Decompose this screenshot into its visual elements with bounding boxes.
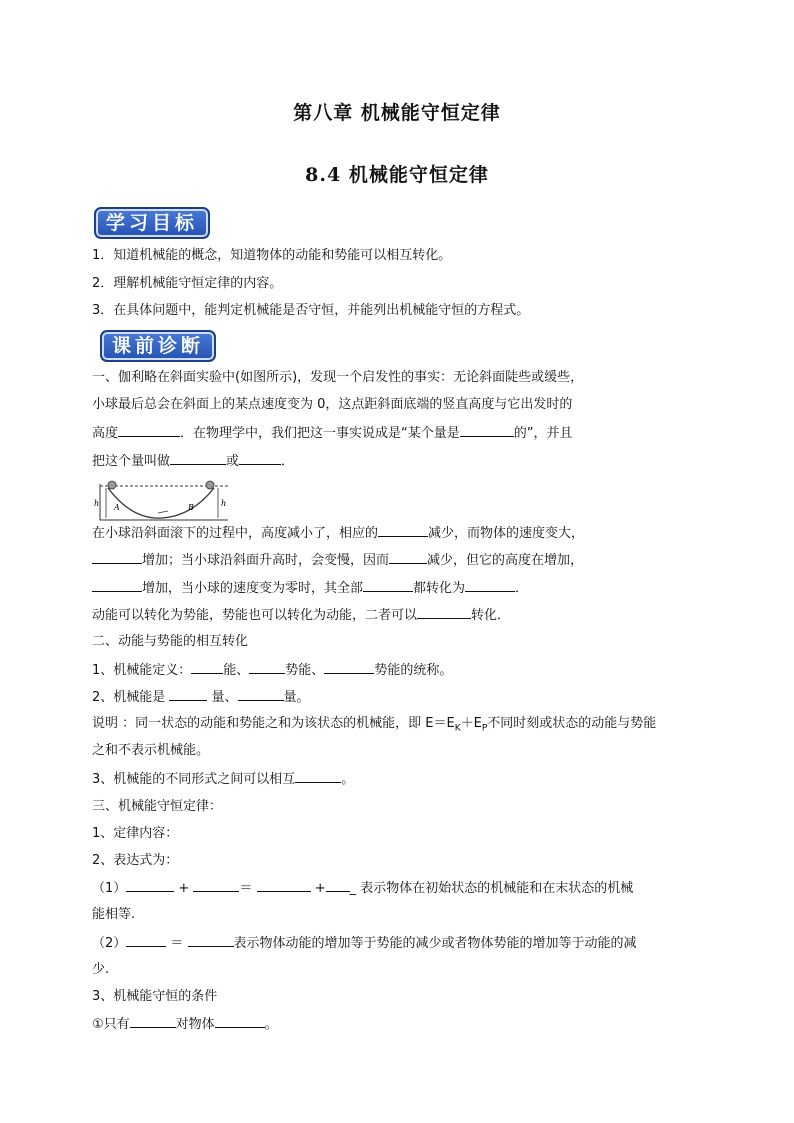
blank[interactable] xyxy=(118,424,180,437)
subscript-k: K xyxy=(454,723,461,734)
blank[interactable] xyxy=(249,661,285,674)
blank[interactable] xyxy=(188,934,234,947)
text: 转化． xyxy=(471,608,511,623)
text: 势能、 xyxy=(285,663,325,678)
note-line-1 xyxy=(92,715,704,738)
blank[interactable] xyxy=(170,452,226,465)
text: 高度 xyxy=(92,426,119,441)
text: 3、机械能的不同形式之间可以相互 xyxy=(92,772,296,787)
objective-1: 1．知道机械能的概念，知道物体的动能和势能可以相互转化。 xyxy=(92,248,452,263)
blank[interactable] xyxy=(326,879,350,892)
blank[interactable] xyxy=(363,579,413,592)
incline-curve xyxy=(108,488,214,518)
text: 1、机械能定义： xyxy=(92,663,192,678)
text: 量。 xyxy=(283,690,310,705)
blank[interactable] xyxy=(389,551,427,564)
text: 都转化为 xyxy=(413,581,466,596)
text: + xyxy=(310,881,326,896)
text: 。 xyxy=(264,1017,278,1032)
ground-line xyxy=(100,484,228,520)
text: 不同时刻或状态的动能与势能 xyxy=(487,716,657,731)
expression-1-cont: 能相等. xyxy=(92,907,136,922)
text: ． xyxy=(281,454,295,469)
text: （2） xyxy=(92,936,127,951)
blank[interactable] xyxy=(378,524,428,537)
blank[interactable] xyxy=(169,688,207,701)
note-line-2: 之和不表示机械能。 xyxy=(92,743,210,758)
section-title: 8.4 机械能守恒定律 xyxy=(305,164,489,186)
para-galileo-1: 一、伽利略在斜面实验中(如图所示)，发现一个启发性的事实：无论斜面陡些或缓些， xyxy=(92,370,584,385)
text: 量、 xyxy=(207,690,238,705)
objectives-badge: 学习目标 xyxy=(94,207,210,239)
label-b: B xyxy=(188,503,194,512)
blank[interactable] xyxy=(238,688,284,701)
text: 减少，而物体的速度变大， xyxy=(428,526,585,541)
section-2-heading: 二、动能与势能的相互转化 xyxy=(92,634,249,649)
text: 对物体 xyxy=(175,1017,215,1032)
law-content: 1、定律内容： xyxy=(92,826,179,841)
text: 势能的统称。 xyxy=(374,663,453,678)
diagnosis-badge: 课前诊断 xyxy=(100,330,216,362)
motion-arrow xyxy=(158,511,168,513)
blank[interactable] xyxy=(417,606,471,619)
blank[interactable] xyxy=(130,1015,176,1028)
text: 说明 ：同一状态的动能和势能之和为该状态的机械能，即 E＝E xyxy=(92,716,455,731)
blank[interactable] xyxy=(193,879,239,892)
para-roll-3 xyxy=(92,579,704,598)
ball-right xyxy=(206,481,214,489)
text: 动能可以转化为势能，势能也可以转化为动能，二者可以 xyxy=(92,608,418,623)
label-a: A xyxy=(114,503,120,512)
text: + xyxy=(174,881,194,896)
text: 增加；当小球沿斜面升高时，会变慢，因而 xyxy=(142,553,390,568)
para-convert xyxy=(92,606,704,625)
chapter-title: 第八章 机械能守恒定律 xyxy=(293,102,501,124)
text: （1） xyxy=(92,881,127,896)
text: ①只有 xyxy=(92,1017,130,1032)
para-galileo-2: 小球最后总会在斜面上的某点速度变为 0，这点距斜面底端的竖直高度与它出发时的 xyxy=(92,397,573,412)
expression-2 xyxy=(92,934,704,953)
blank[interactable] xyxy=(215,1015,265,1028)
text: 。 xyxy=(341,772,355,787)
section-3-heading: 三、机械能守恒定律： xyxy=(92,799,223,814)
blank[interactable] xyxy=(126,879,174,892)
text: ． xyxy=(515,581,529,596)
blank[interactable] xyxy=(257,879,311,892)
blank[interactable] xyxy=(465,579,515,592)
incline-figure xyxy=(92,480,230,522)
text: 2、机械能是 xyxy=(92,690,170,705)
condition-1 xyxy=(92,1015,704,1034)
quantity-line xyxy=(92,688,704,707)
text: ＋E xyxy=(460,716,482,731)
objective-2: 2．理解机械能守恒定律的内容。 xyxy=(92,276,283,291)
para-roll-2 xyxy=(92,551,704,570)
blank[interactable] xyxy=(92,551,142,564)
subscript-p: P xyxy=(481,723,488,734)
objective-3: 3．在具体问题中，能判定机械能是否守恒，并能列出机械能守恒的方程式。 xyxy=(92,303,530,318)
blank[interactable] xyxy=(191,661,223,674)
text: 能、 xyxy=(223,663,250,678)
conditions-heading: 3、机械能守恒的条件 xyxy=(92,989,218,1004)
text: 减少，但它的高度在增加， xyxy=(427,553,584,568)
text: _ 表示物体在初始状态的机械能和在末状态的机械 xyxy=(349,881,634,896)
expression-heading: 2、表达式为： xyxy=(92,853,179,868)
text: ＝ xyxy=(239,881,257,896)
blank[interactable] xyxy=(324,661,374,674)
text: ．在物理学中，我们把这一事实说成是“某个量是 xyxy=(180,426,460,441)
mutual-conversion-line xyxy=(92,770,704,789)
blank[interactable] xyxy=(126,934,166,947)
text: 或 xyxy=(226,454,240,469)
definition-line xyxy=(92,661,704,680)
blank[interactable] xyxy=(460,424,514,437)
text: 表示物体动能的增加等于势能的减少或者物体势能的增加等于动能的减 xyxy=(233,936,637,951)
blank[interactable] xyxy=(295,770,341,783)
para-galileo-4 xyxy=(92,452,704,471)
text: 增加，当小球的速度变为零时，其全部 xyxy=(142,581,364,596)
expression-1 xyxy=(92,879,704,898)
para-roll-1 xyxy=(92,524,704,543)
ball-left xyxy=(108,481,116,489)
blank[interactable] xyxy=(92,579,142,592)
text: ＝ xyxy=(166,936,188,951)
label-h-right: h xyxy=(221,499,227,508)
blank[interactable] xyxy=(239,452,281,465)
label-h-left: h xyxy=(94,499,100,508)
expression-2-cont: 少. xyxy=(92,962,110,977)
text: 在小球沿斜面滚下的过程中，高度减小了，相应的 xyxy=(92,526,379,541)
text: 把这个量叫做 xyxy=(92,454,171,469)
text: 的”，并且 xyxy=(513,426,573,441)
para-galileo-3 xyxy=(92,424,704,443)
